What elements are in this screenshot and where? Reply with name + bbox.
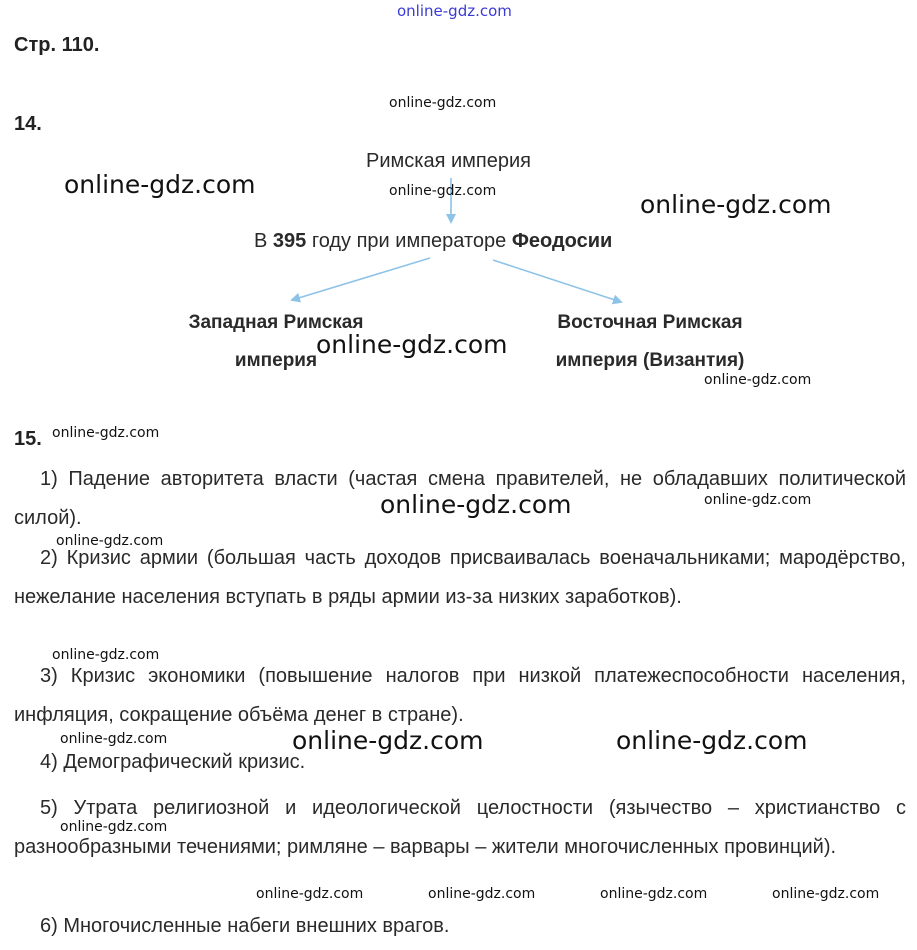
task-15-number: 15. [14, 428, 42, 450]
watermark: online-gdz.com [316, 330, 508, 359]
task-14-number: 14. [14, 113, 42, 135]
watermark: online-gdz.com [389, 95, 497, 111]
west-line-2: империя [234, 350, 318, 371]
watermark: online-gdz.com [428, 886, 536, 902]
watermark: online-gdz.com [704, 492, 812, 508]
header-watermark: online-gdz.com [397, 2, 512, 20]
watermark: online-gdz.com [772, 886, 880, 902]
watermark: online-gdz.com [256, 886, 364, 902]
watermark: online-gdz.com [64, 170, 256, 199]
list-item: 1) Падение авторитета власти (частая смена правителей, не обладавших политической силой). [14, 468, 906, 529]
east-line-1: Восточная Римская [557, 312, 743, 333]
event-middle: году при императоре [306, 230, 512, 252]
list-item: 5) Утрата религиозной и идеологической целостности (язычество – христианство с разнообразными течениями; римляне – варвары – жители многочисленных провинций). [14, 797, 906, 858]
east-line-2: империя (Византия) [555, 350, 745, 371]
arrow-event-to-east [493, 260, 621, 302]
watermark: online-gdz.com [380, 490, 572, 519]
page-label: Стр. 110. [14, 34, 100, 56]
list-item: 4) Демографический кризис. [40, 751, 306, 773]
event-year: 395 [272, 230, 307, 252]
list-item: 3) Кризис экономики (повышение налогов при низкой платежеспособности населения, инфляция, сокращение объёма денег в стране). [14, 665, 906, 726]
watermark: online-gdz.com [616, 726, 808, 755]
west-line-1: Западная Римская [188, 312, 364, 333]
event-prefix: В [254, 230, 273, 252]
watermark: online-gdz.com [56, 533, 164, 549]
watermark: online-gdz.com [389, 183, 497, 199]
watermark: online-gdz.com [600, 886, 708, 902]
watermark: online-gdz.com [60, 731, 168, 747]
watermark: online-gdz.com [292, 726, 484, 755]
scheme-root-node: Римская империя [366, 150, 531, 172]
watermark: online-gdz.com [52, 647, 160, 663]
list-item: 6) Многочисленные набеги внешних врагов. [40, 915, 450, 937]
watermark: online-gdz.com [60, 819, 168, 835]
watermark: online-gdz.com [640, 190, 832, 219]
list-item: 2) Кризис армии (большая часть доходов присваивалась военачальниками; мародёрство, нежелание населения вступать в ряды армии из-за низких заработков). [14, 547, 906, 608]
arrow-event-to-west [292, 258, 430, 300]
watermark: online-gdz.com [52, 425, 160, 441]
event-emperor: Феодосии [511, 230, 613, 252]
watermark: online-gdz.com [704, 372, 812, 388]
